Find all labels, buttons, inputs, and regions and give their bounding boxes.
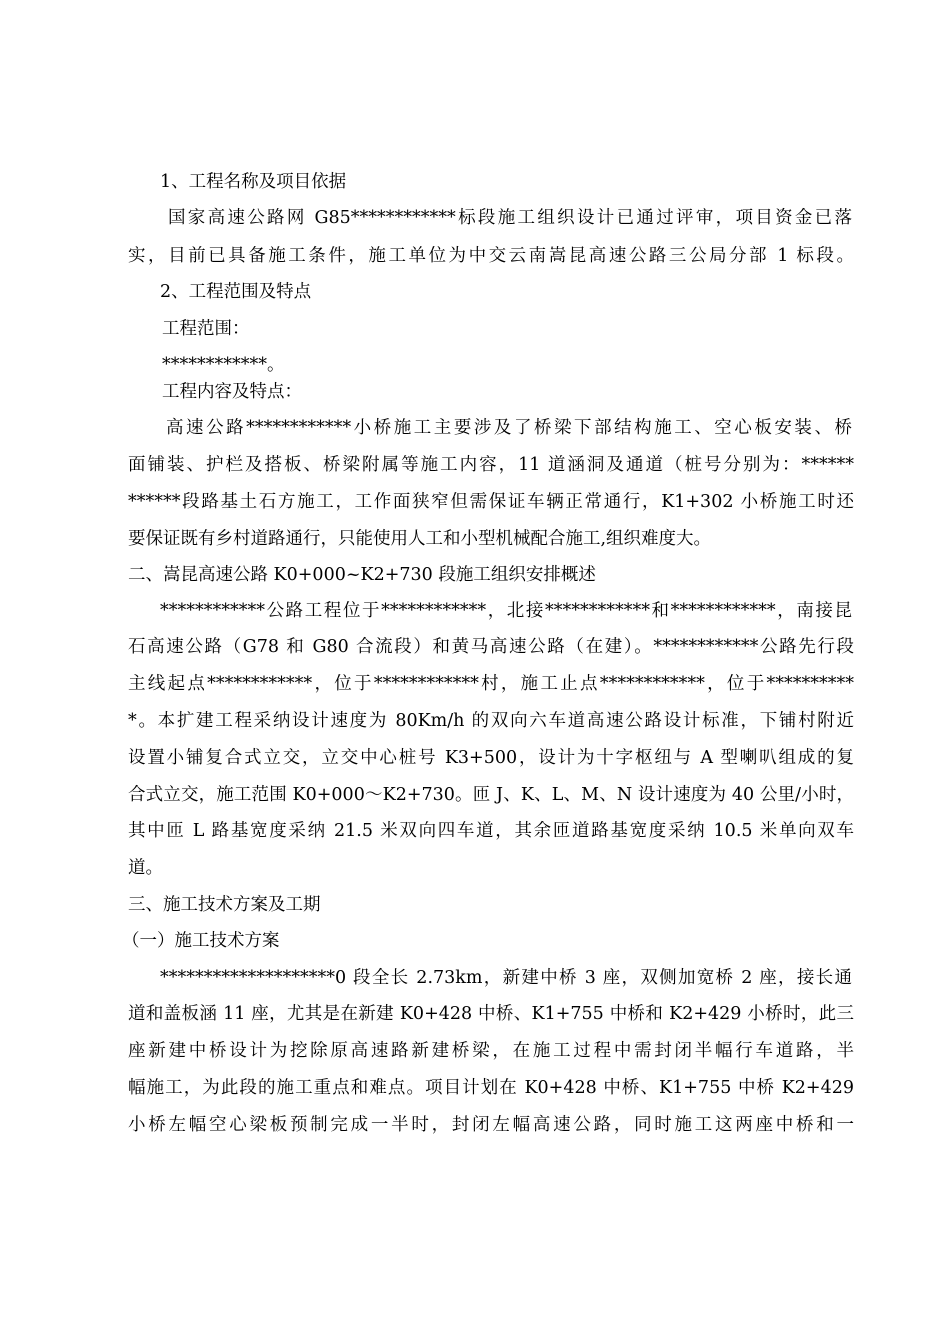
- paragraph-line: 设置小铺复合式立交，立交中心桩号 K3+500，设计为十字枢纽与 A 型喇叭组成的复: [128, 748, 854, 768]
- paragraph-line: 高速公路************小桥施工主要涉及了桥梁下部结构施工、空心板安装、桥: [166, 418, 852, 438]
- paragraph-line: 实，目前已具备施工条件，施工单位为中交云南嵩昆高速公路三公局分部 1 标段。: [128, 246, 854, 266]
- paragraph-line: 国家高速公路网 G85************标段施工组织设计已通过评审，项目资金已落: [168, 208, 852, 228]
- heading-project-scope: 2、工程范围及特点: [160, 282, 312, 302]
- paragraph-line: 合式立交，施工范围 K0+000～K2+730。匝 J、K、L、M、N 设计速度为 40 公里/小时，: [128, 785, 854, 805]
- heading-section-three: 三、施工技术方案及工期: [128, 895, 321, 915]
- paragraph-line: 主线起点************，位于************村，施工止点************，位于**********: [128, 674, 854, 694]
- subheading-content: 工程内容及特点：: [162, 382, 302, 402]
- paragraph-line: 幅施工，为此段的施工重点和难点。项目计划在 K0+428 中桥、K1+755 中桥 K2+429: [128, 1078, 854, 1098]
- heading-project-name: 1、工程名称及项目依据: [160, 172, 347, 192]
- paragraph-line: *。本扩建工程采纳设计速度为 80Km/h 的双向六车道高速公路设计标准，下铺村附近: [128, 711, 854, 731]
- paragraph-line: 面铺装、护栏及搭板、桥梁附属等施工内容，11 道涵洞及通道（桩号分别为：******: [128, 455, 854, 475]
- paragraph-line: ********************0 段全长 2.73km，新建中桥 3 座，双侧加宽桥 2 座，接长通: [160, 968, 852, 988]
- heading-section-two: 二、嵩昆高速公路 K0+000~K2+730 段施工组织安排概述: [128, 565, 596, 585]
- paragraph-line: ************公路工程位于************，北接************和************，南接昆: [160, 601, 852, 621]
- paragraph-line: 道。: [128, 858, 163, 878]
- paragraph-line: 小桥左幅空心梁板预制完成一半时，封闭左幅高速公路，同时施工这两座中桥和一: [128, 1115, 854, 1135]
- paragraph-line: ************。: [162, 355, 285, 375]
- paragraph-line: 座新建中桥设计为挖除原高速路新建桥梁，在施工过程中需封闭半幅行车道路，半: [128, 1041, 854, 1061]
- paragraph-line: 要保证既有乡村道路通行，只能使用人工和小型机械配合施工,组织难度大。: [128, 529, 712, 549]
- subheading-scope: 工程范围：: [162, 319, 250, 339]
- paragraph-line: 其中匝 L 路基宽度采纳 21.5 米双向四车道，其余匝道路基宽度采纳 10.5 米单向双车: [128, 821, 854, 841]
- paragraph-line: 道和盖板涵 11 座，尤其是在新建 K0+428 中桥、K1+755 中桥和 K2+429 小桥时，此三: [128, 1004, 854, 1024]
- paragraph-line: ******段路基土石方施工，工作面狭窄但需保证车辆正常通行，K1+302 小桥施工时还: [128, 492, 854, 512]
- paragraph-line: 石高速公路（G78 和 G80 合流段）和黄马高速公路（在建）。************公路先行段: [128, 637, 854, 657]
- subheading-technical-plan: （一）施工技术方案: [122, 931, 280, 951]
